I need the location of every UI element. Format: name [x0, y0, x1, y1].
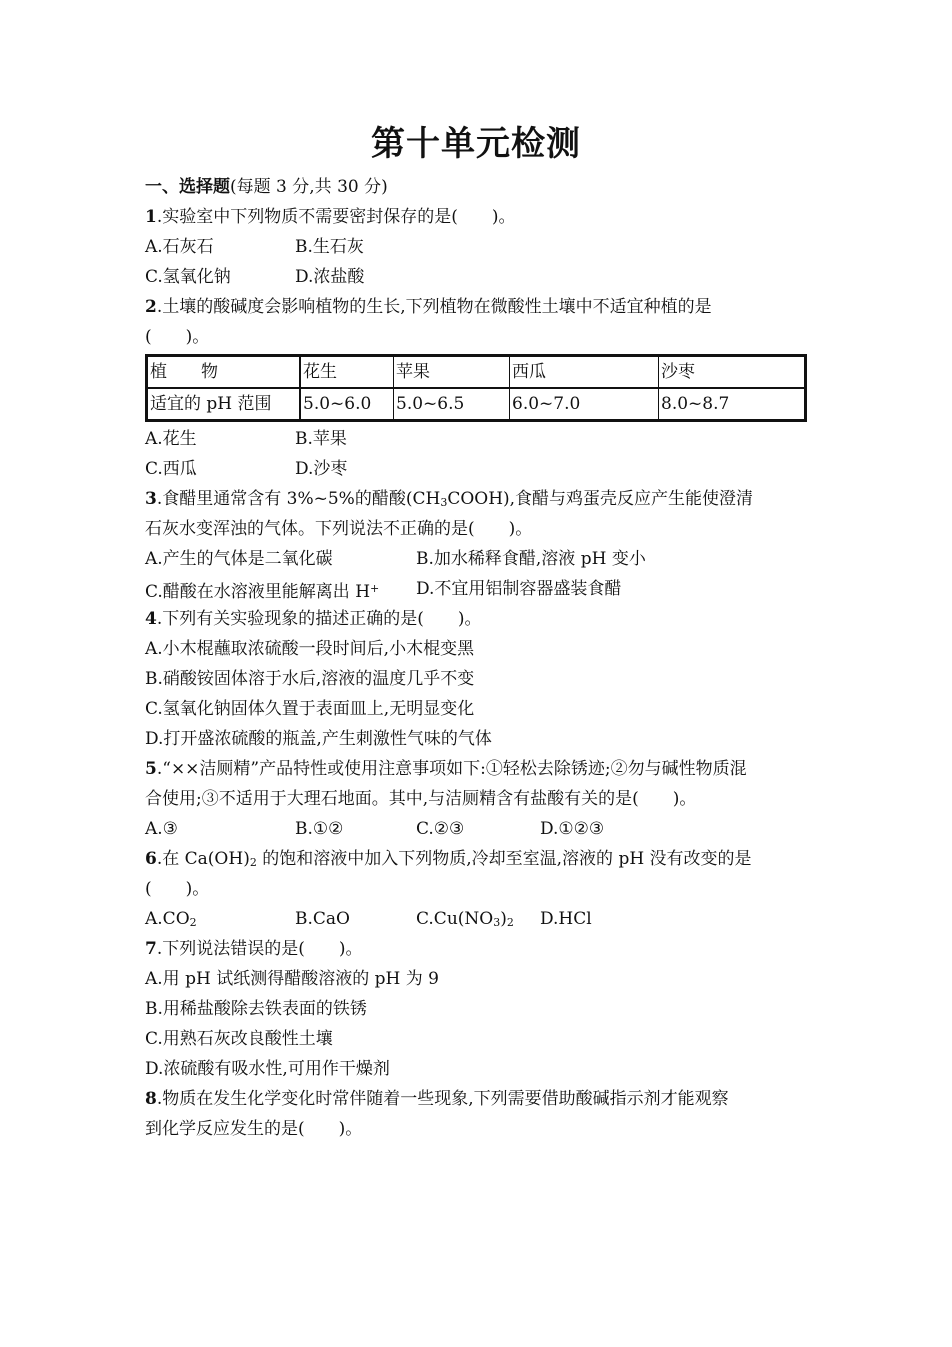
q3-options-row-2 — [145, 574, 809, 604]
option-text: C.Cu(NO — [416, 909, 494, 929]
question-8-cont — [145, 1114, 809, 1144]
question-8 — [145, 1084, 809, 1114]
option-text: ) — [500, 909, 507, 929]
option-text: C.醋酸在水溶液里能解离出 H — [145, 582, 371, 602]
table-cell: 8.0~8.7 — [659, 388, 806, 421]
question-text-cont: ( )。 — [145, 327, 210, 347]
question-text: .在 Ca(OH) — [156, 849, 250, 869]
q6-option-a — [145, 904, 295, 934]
question-number: 7 — [145, 939, 157, 959]
q1-options-row-2 — [145, 262, 809, 292]
option-text: A.CO — [145, 909, 190, 929]
section-note: (每题 3 分,共 30 分) — [230, 177, 388, 197]
q3-option-a: A.产生的气体是二氧化碳 — [145, 549, 333, 569]
page-title: 第十单元检测 — [371, 124, 581, 164]
q3-option-d: D.不宜用铝制容器盛装食醋 — [416, 579, 622, 599]
subscript: 3 — [440, 496, 448, 509]
question-number: 1 — [145, 207, 157, 227]
q6-option-b: B.CaO — [295, 909, 350, 929]
q1-options-row-1 — [145, 232, 809, 262]
table-row — [147, 356, 806, 389]
q3-option-c — [145, 574, 416, 604]
subscript: 3 — [493, 916, 501, 929]
q1-option-c: C.氢氧化钠 — [145, 267, 231, 287]
q4-option-b: B.硝酸铵固体溶于水后,溶液的温度几乎不变 — [145, 669, 475, 689]
subscript: 2 — [249, 856, 257, 869]
q7-option-a: A.用 pH 试纸测得醋酸溶液的 pH 为 9 — [145, 969, 439, 989]
q2-option-a: A.花生 — [145, 429, 197, 449]
question-4 — [145, 604, 809, 634]
q3-option-b: B.加水稀释食醋,溶液 pH 变小 — [416, 549, 646, 569]
question-5-cont — [145, 784, 809, 814]
q2-options-row-2 — [145, 454, 809, 484]
question-number: 5 — [145, 759, 157, 779]
q4-option-c: C.氢氧化钠固体久置于表面皿上,无明显变化 — [145, 699, 475, 719]
q7-option-d: D.浓硫酸有吸水性,可用作干燥剂 — [145, 1059, 390, 1079]
question-2 — [145, 292, 809, 322]
question-text-cont: ( )。 — [145, 879, 210, 899]
subscript: 2 — [506, 916, 514, 929]
q6-option-d: D.HCl — [540, 909, 592, 929]
table-cell: 6.0~7.0 — [510, 388, 659, 421]
q5-option-b: B.①② — [295, 819, 344, 839]
table-cell: 5.0~6.0 — [300, 388, 394, 421]
question-text: .食醋里通常含有 3%~5%的醋酸(CH — [156, 489, 441, 509]
question-text-cont: 到化学反应发生的是( )。 — [145, 1119, 363, 1139]
q1-option-d: D.浓盐酸 — [295, 267, 365, 287]
q5-option-a: A.③ — [145, 819, 178, 839]
question-1 — [145, 202, 809, 232]
section-label: 一、选择题 — [145, 177, 230, 197]
q2-option-b: B.苹果 — [295, 429, 347, 449]
table-cell: 适宜的 pH 范围 — [147, 388, 301, 421]
table-cell: 沙枣 — [659, 356, 806, 389]
question-6-cont — [145, 874, 809, 904]
question-2-cont — [145, 322, 809, 352]
question-text: .“××洁厕精”产品特性或使用注意事项如下:①轻松去除锈迹;②勿与碱性物质混 — [156, 759, 747, 779]
q3-options-row-1 — [145, 544, 809, 574]
question-5 — [145, 754, 809, 784]
question-number: 2 — [145, 297, 157, 317]
q4-option-a: A.小木棍蘸取浓硫酸一段时间后,小木棍变黑 — [145, 639, 475, 659]
question-text: .物质在发生化学变化时常伴随着一些现象,下列需要借助酸碱指示剂才能观察 — [156, 1089, 729, 1109]
question-list — [145, 172, 809, 1144]
question-text: COOH),食醋与鸡蛋壳反应产生能使澄清 — [447, 489, 754, 509]
ph-table — [145, 354, 807, 422]
question-3 — [145, 484, 809, 514]
q6-options-row — [145, 904, 809, 934]
question-text-cont: 石灰水变浑浊的气体。下列说法不正确的是( )。 — [145, 519, 533, 539]
question-text: .下列说法错误的是( )。 — [156, 939, 363, 959]
q1-option-b: B.生石灰 — [295, 237, 364, 257]
table-cell: 花生 — [300, 356, 394, 389]
superscript: + — [370, 582, 380, 595]
question-text-cont: 合使用;③不适用于大理石地面。其中,与洁厕精含有盐酸有关的是( )。 — [145, 789, 697, 809]
question-text: .实验室中下列物质不需要密封保存的是( )。 — [156, 207, 516, 227]
table-cell: 植 物 — [147, 356, 301, 389]
q5-option-c: C.②③ — [416, 819, 465, 839]
q2-option-d: D.沙枣 — [295, 459, 348, 479]
q2-option-c: C.西瓜 — [145, 459, 197, 479]
q5-option-d: D.①②③ — [540, 819, 605, 839]
question-text: 的饱和溶液中加入下列物质,冷却至室温,溶液的 pH 没有改变的是 — [256, 849, 752, 869]
question-number: 4 — [145, 609, 157, 629]
q4-option-d: D.打开盛浓硫酸的瓶盖,产生刺激性气味的气体 — [145, 729, 492, 749]
table-cell: 苹果 — [394, 356, 510, 389]
question-number: 8 — [145, 1089, 157, 1109]
question-number: 6 — [145, 849, 157, 869]
question-7 — [145, 934, 809, 964]
table-cell: 西瓜 — [510, 356, 659, 389]
q1-option-a: A.石灰石 — [145, 237, 214, 257]
q7-option-c: C.用熟石灰改良酸性土壤 — [145, 1029, 333, 1049]
question-text: .土壤的酸碱度会影响植物的生长,下列植物在微酸性土壤中不适宜种植的是 — [156, 297, 712, 317]
q5-options-row — [145, 814, 809, 844]
question-number: 3 — [145, 489, 157, 509]
table-cell: 5.0~6.5 — [394, 388, 510, 421]
subscript: 2 — [189, 916, 197, 929]
q2-options-row-1 — [145, 424, 809, 454]
section-header — [145, 172, 809, 202]
question-6 — [145, 844, 809, 874]
question-3-cont — [145, 514, 809, 544]
q6-option-c — [416, 904, 540, 934]
table-row — [147, 388, 806, 421]
question-text: .下列有关实验现象的描述正确的是( )。 — [156, 609, 482, 629]
q7-option-b: B.用稀盐酸除去铁表面的铁锈 — [145, 999, 367, 1019]
